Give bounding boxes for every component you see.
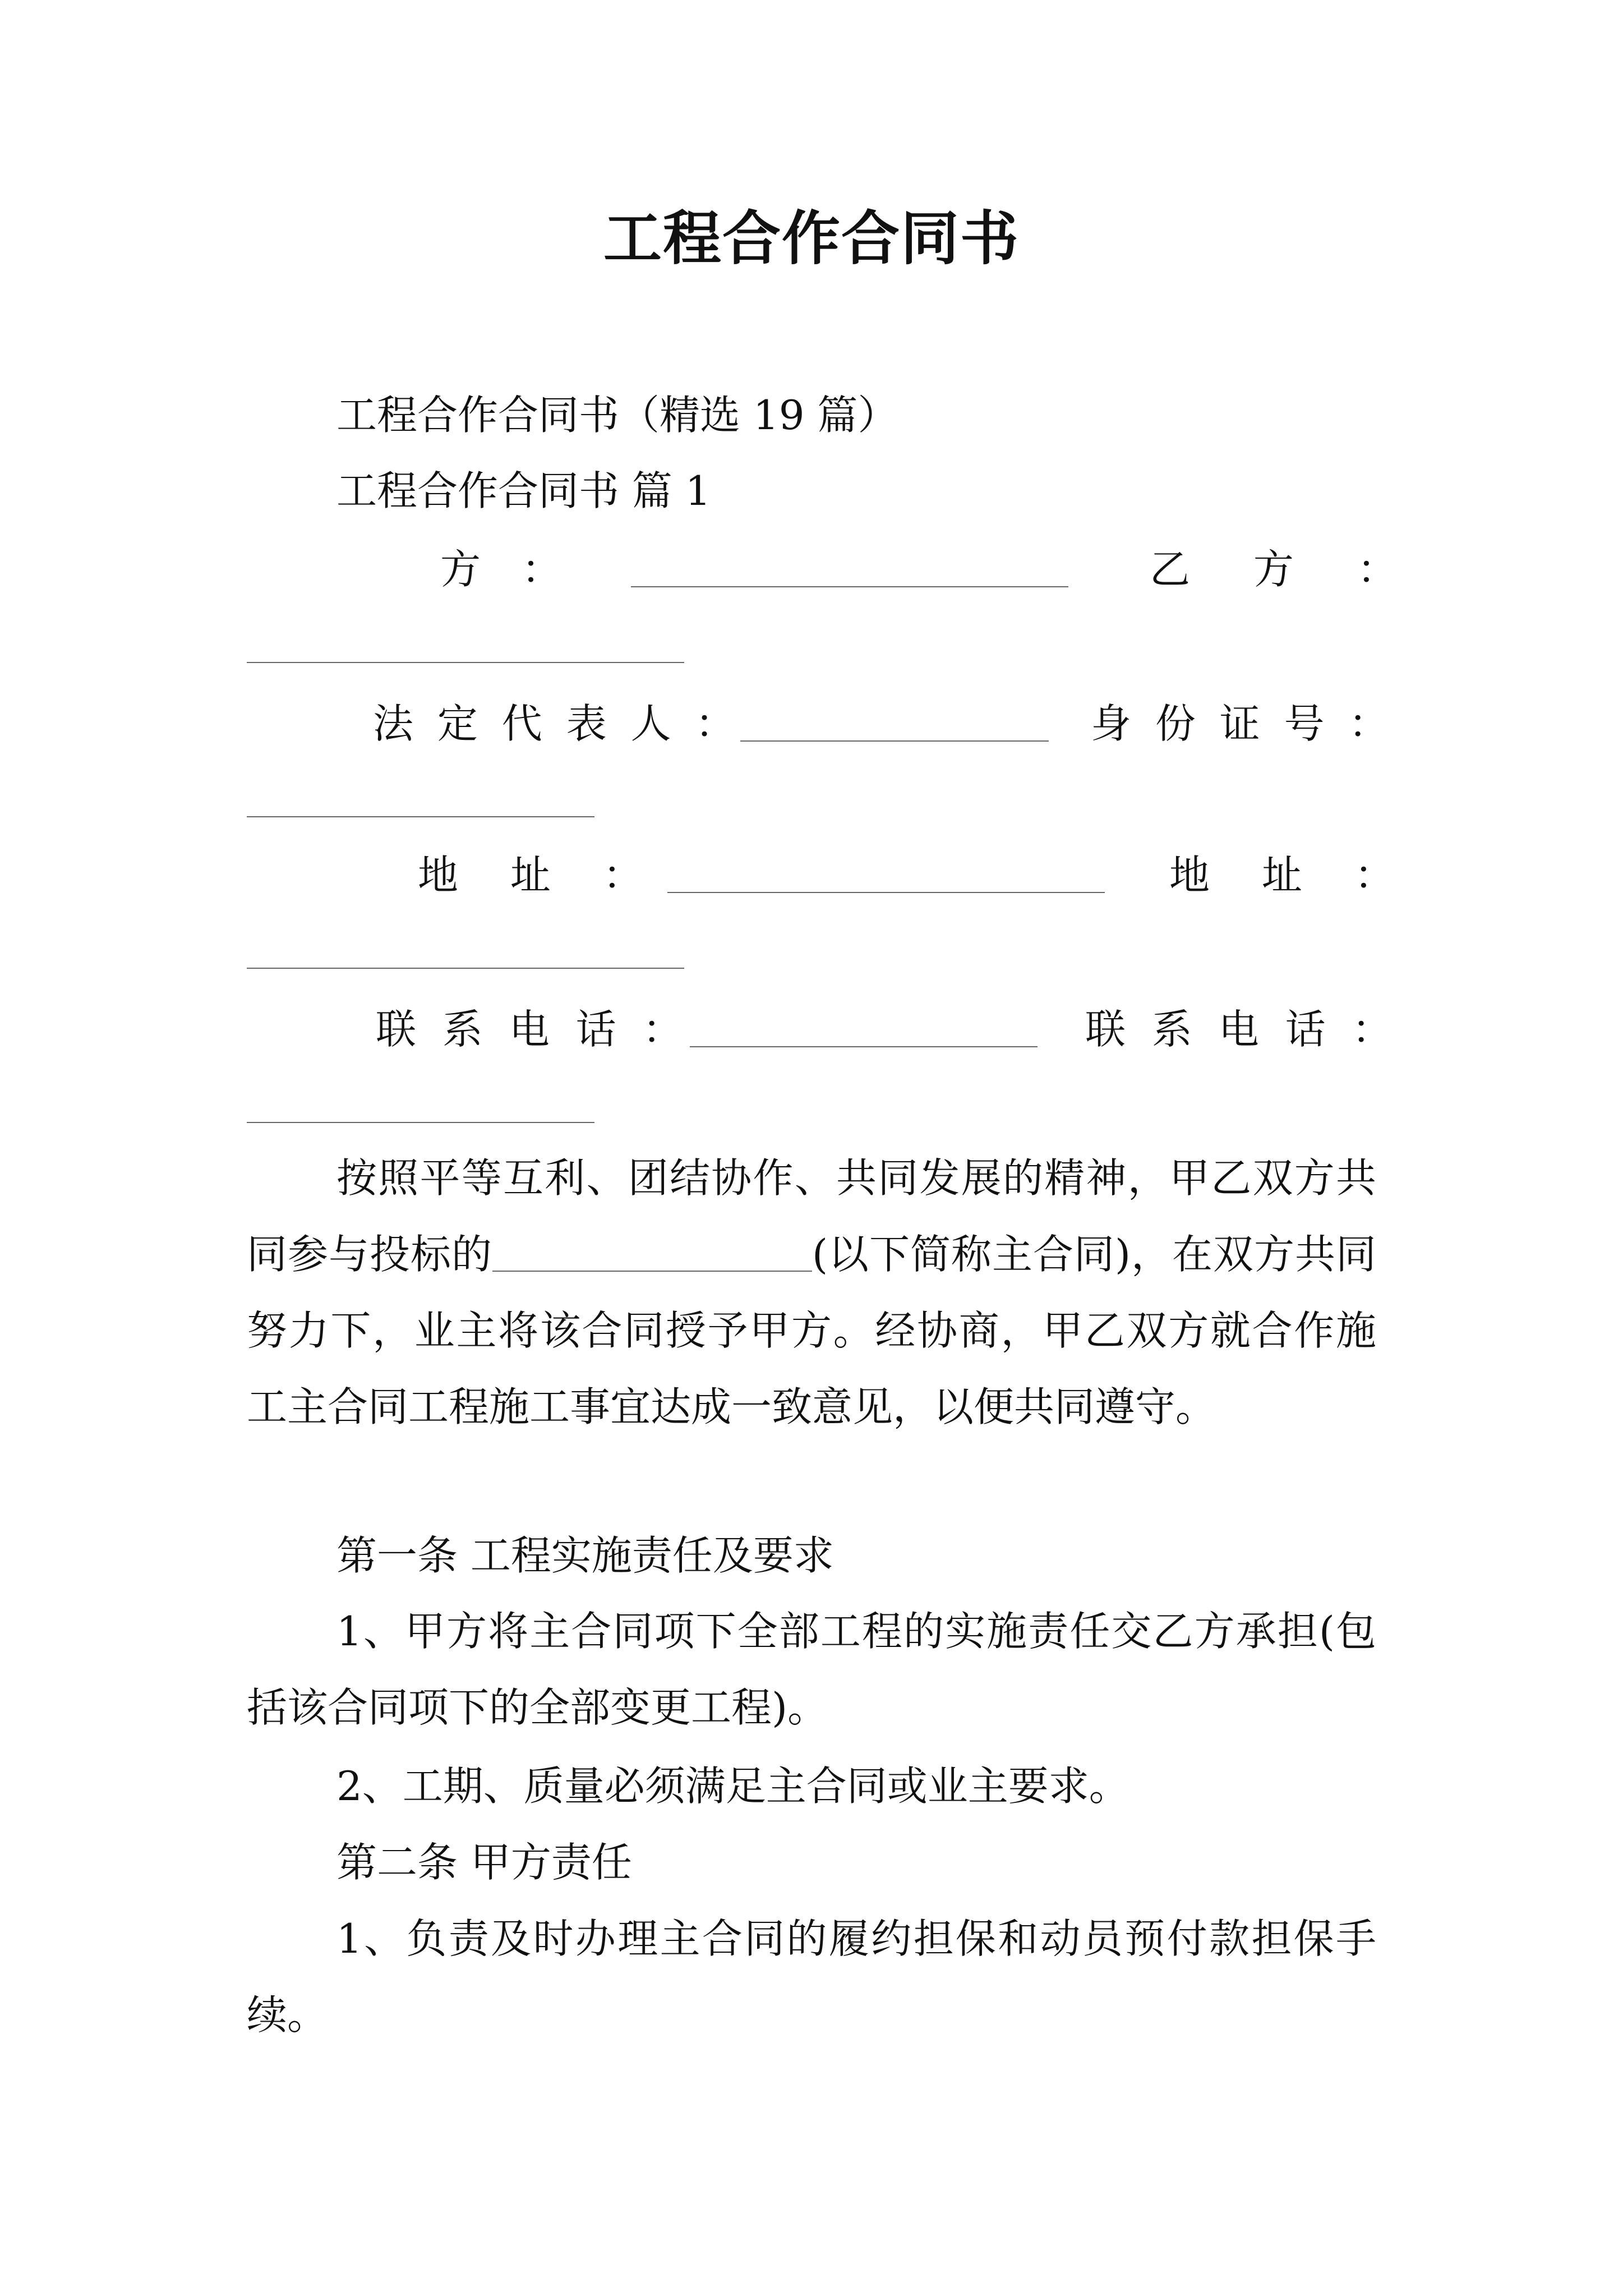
article-1-heading: 第一条 工程实施责任及要求 xyxy=(336,1532,834,1579)
article-1-item-1: 1、甲方将主合同项下全部工程的实施责任交乙方承担(包括该合同项下的全部变更工程)。 xyxy=(247,1608,1376,1731)
address-b-label: 地 址 ： xyxy=(1169,852,1395,899)
legal-rep-blank xyxy=(740,740,1049,742)
address-a-label: 地 址 ： xyxy=(418,852,643,899)
id-number-label: 身 份 证 号 ： xyxy=(1091,700,1389,747)
party-b-blank xyxy=(247,662,684,663)
section-heading: 工程合作合同书 篇 1 xyxy=(336,467,711,514)
intro-paragraph xyxy=(247,1140,1376,1445)
phone-a-label: 联 系 电 话 ： xyxy=(376,1006,683,1053)
address-a-blank xyxy=(667,892,1105,893)
id-number-blank xyxy=(247,816,594,817)
article-2-item-1: 1、负责及时办理主合同的履约担保和动员预付款担保手续。 xyxy=(247,1915,1376,2039)
party-a-label: 方 ： xyxy=(440,546,562,593)
intro-text-part1: 按照平等互利、团结协作、共同发展的精神，甲乙双方共同参与投标的 xyxy=(247,1154,1376,1278)
phone-a-blank xyxy=(690,1046,1038,1047)
document-title: 工程合作合同书 xyxy=(603,204,1020,273)
party-a-blank xyxy=(631,586,1068,587)
contract-name-blank xyxy=(492,1237,812,1272)
party-b-label: 乙 方 ： xyxy=(1150,546,1398,593)
phone-b-blank xyxy=(247,1122,594,1123)
article-2-heading: 第二条 甲方责任 xyxy=(336,1839,632,1886)
phone-b-label: 联 系 电 话 ： xyxy=(1085,1006,1393,1053)
intro-text-part2: (以下简称主合同)，在双方共同努力下，业主将该合同授予甲方。经协商，甲乙双方就合作施工主合同工程施工事宜达成一致意见，以便共同遵守。 xyxy=(247,1231,1376,1430)
address-b-blank xyxy=(247,968,684,969)
legal-rep-label: 法 定 代 表 人 ： xyxy=(373,700,736,747)
document-subtitle: 工程合作合同书（精选 19 篇） xyxy=(336,392,898,439)
article-1-item-2: 2、工期、质量必须满足主合同或业主要求。 xyxy=(336,1763,1129,1810)
